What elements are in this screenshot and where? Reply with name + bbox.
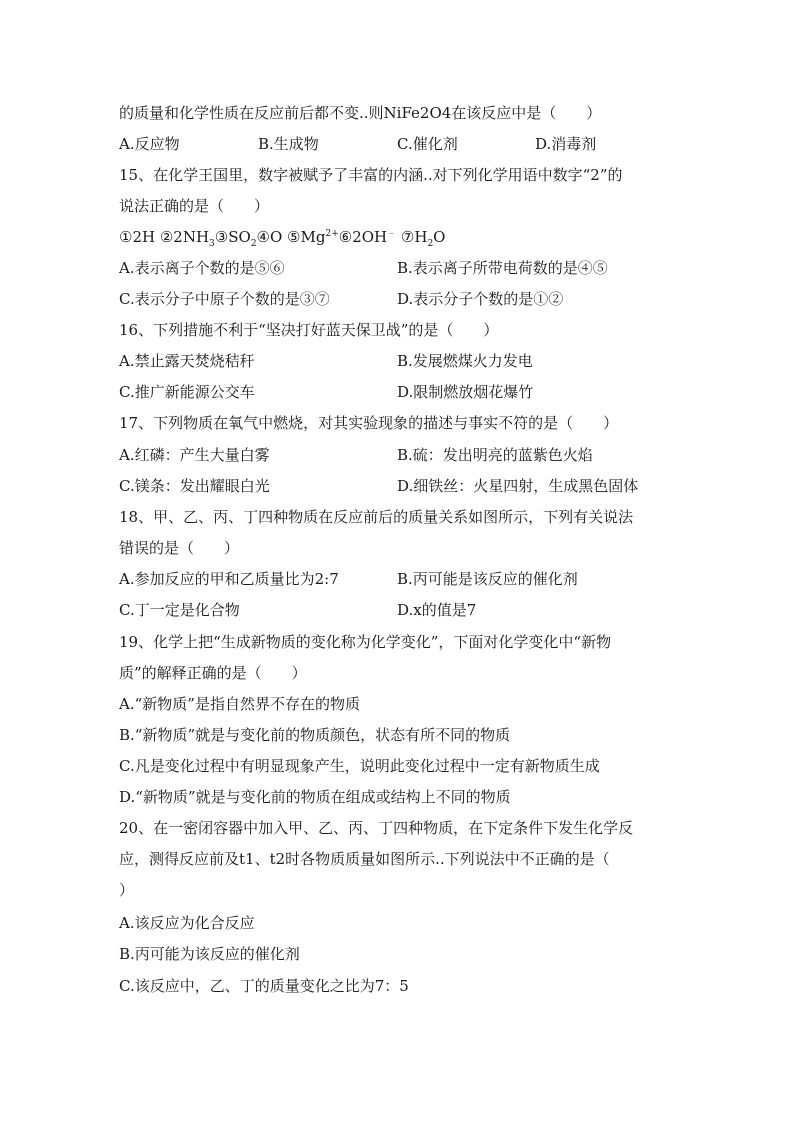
q20-stem-line1: 20、在一密闭容器中加入甲、乙、丙、丁四种物质，在下定条件下发生化学反	[119, 819, 634, 837]
q18-option-c[interactable]: C.丁一定是化合物	[119, 601, 240, 619]
q15-stem-line1: 15、在化学王国里，数字被赋予了丰富的内涵..对下列化学用语中数字“2”的	[119, 166, 623, 184]
q19-stem-line2: 质”的解释正确的是（ ）	[119, 664, 307, 682]
q16-option-b[interactable]: B.发展燃煤火力发电	[397, 352, 533, 370]
formula-superscript: ﹣	[387, 229, 397, 239]
q20-option-b[interactable]: B.丙可能为该反应的催化剂	[119, 945, 300, 963]
q15-stem-line2: 说法正确的是（ ）	[119, 197, 270, 215]
q16-option-d[interactable]: D.限制燃放烟花爆竹	[397, 383, 534, 401]
q20-option-a[interactable]: A.该反应为化合反应	[119, 914, 255, 932]
q15-option-b[interactable]: B.表示离子所带电荷数的是④⑤	[397, 259, 608, 277]
q20-stem-line3: ）	[119, 881, 135, 899]
q14-option-a[interactable]: A.反应物	[119, 135, 180, 153]
formula-part: ⑦H	[396, 228, 428, 246]
q15-option-a[interactable]: A.表示离子个数的是⑤⑥	[119, 259, 285, 277]
q16-stem: 16、下列措施不利于“坚决打好蓝天保卫战”的是（ ）	[119, 321, 499, 339]
q17-option-c[interactable]: C.镁条：发出耀眼白光	[119, 477, 270, 495]
q19-option-c[interactable]: C.凡是变化过程中有明显现象产生，说明此变化过程中一定有新物质生成	[119, 757, 600, 775]
q18-option-a[interactable]: A.参加反应的甲和乙质量比为2:7	[119, 570, 339, 588]
formula-part: ①2H ②2NH	[119, 228, 210, 246]
q19-option-d[interactable]: D.“新物质”就是与变化前的物质在组成或结构上不同的物质	[119, 788, 511, 806]
q17-stem: 17、下列物质在氧气中燃烧，对其实验现象的描述与事实不符的是（ ）	[119, 414, 619, 432]
q17-option-b[interactable]: B.硫：发出明亮的蓝紫色火焰	[397, 446, 593, 464]
q20-option-c[interactable]: C.该反应中，乙、丁的质量变化之比为7：5	[119, 977, 409, 995]
q20-stem-line2: 应，测得反应前及t1、t2时各物质质量如图所示..下列说法中不正确的是（	[119, 850, 610, 868]
formula-part: O	[433, 228, 446, 246]
formula-part: ⑥2OH	[338, 228, 388, 246]
q18-option-b[interactable]: B.丙可能是该反应的催化剂	[397, 570, 578, 588]
formula-subscript: 3	[209, 239, 215, 249]
q17-option-d[interactable]: D.细铁丝：火星四射，生成黑色固体	[397, 477, 639, 495]
q14-option-c[interactable]: C.催化剂	[397, 135, 458, 153]
q15-option-c[interactable]: C.表示分子中原子个数的是③⑦	[119, 290, 330, 308]
q17-option-a[interactable]: A.红磷：产生大量白雾	[119, 446, 270, 464]
formula-subscript: 2	[427, 239, 434, 249]
q19-option-b[interactable]: B.“新物质”就是与变化前的物质颜色，状态有所不同的物质	[119, 726, 511, 744]
q14-option-b[interactable]: B.生成物	[258, 135, 319, 153]
q15-option-d[interactable]: D.表示分子个数的是①②	[397, 290, 564, 308]
q15-formula-list	[119, 227, 445, 247]
q14-option-d[interactable]: D.消毒剂	[535, 135, 597, 153]
q18-stem-line2: 错误的是（ ）	[119, 539, 240, 557]
q18-option-d[interactable]: D.x的值是7	[397, 601, 477, 619]
formula-part: ④O ⑤Mg	[256, 228, 326, 246]
q18-stem-line1: 18、甲、乙、丙、丁四种物质在反应前后的质量关系如图所示，下列有关说法	[119, 508, 634, 526]
formula-superscript: 2+	[325, 229, 339, 239]
q16-option-c[interactable]: C.推广新能源公交车	[119, 383, 255, 401]
q14-stem-tail: 的质量和化学性质在反应前后都不变..则NiFe2O4在该反应中是（ ）	[119, 104, 602, 122]
q16-option-a[interactable]: A.禁止露天焚烧秸秆	[119, 352, 255, 370]
formula-subscript: 2	[250, 239, 257, 249]
q19-option-a[interactable]: A.“新物质”是指自然界不存在的物质	[119, 695, 360, 713]
formula-part: ③SO	[214, 228, 251, 246]
q19-stem-line1: 19、化学上把“生成新物质的变化称为化学变化”，下面对化学变化中“新物	[119, 633, 612, 651]
